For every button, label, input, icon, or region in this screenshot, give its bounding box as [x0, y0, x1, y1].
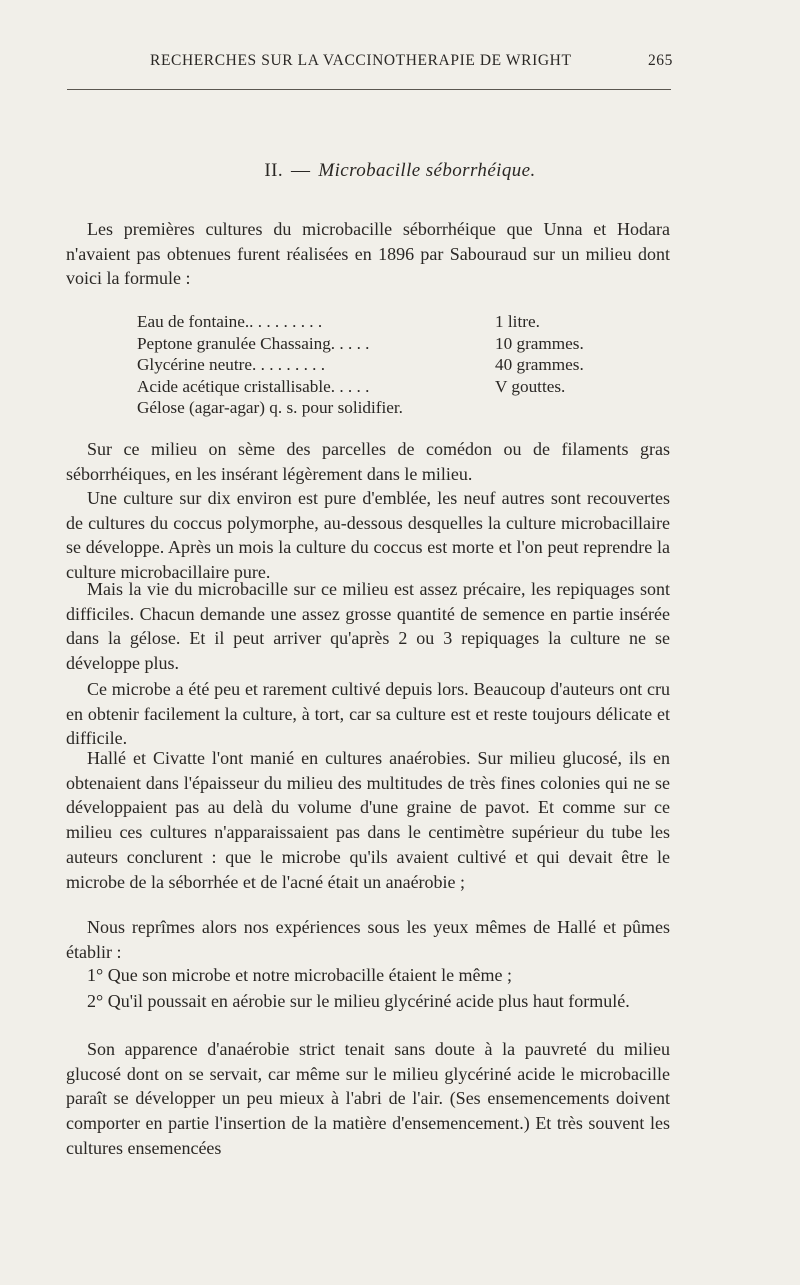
section-title: Microbacille séborrhéique. [318, 160, 536, 181]
body-paragraph: Son apparence d'anaérobie strict tenait sans doute à la pauvreté du milieu glucosé dont on se servait, car même sur le milieu glycériné acide le microbacille paraît se développer un peu mieux à l'abri de l'air. (Ses ensemencements doivent comporter en partie l'insertion de la matière d'ensemencement.) Et très souvent les cultures ensemencées [66, 1039, 670, 1158]
formula-ingredient: Eau de fontaine.. . . . . . . . . [137, 312, 323, 331]
formula-row [137, 333, 617, 355]
section-number: II. [264, 160, 283, 181]
formula-quantity: V gouttes. [495, 376, 566, 396]
formula-ingredient: Peptone granulée Chassaing. . . . . [137, 333, 370, 353]
formula-list [137, 311, 617, 419]
formula-row [137, 354, 617, 376]
formula-ingredient: Gélose (agar-agar) q. s. pour solidifier. [137, 398, 403, 418]
body-paragraph: Nous reprîmes alors nos expériences sous les yeux mêmes de Hallé et pûmes établir : [66, 917, 670, 962]
formula-row [137, 311, 617, 333]
body-paragraph: 1° Que son microbe et notre microbacille étaient le même ; [87, 965, 513, 985]
section-heading [0, 160, 800, 182]
body-paragraph: Sur ce milieu on sème des parcelles de comédon ou de filaments gras séborrhéiques, en les insérant légèrement dans le milieu. [66, 439, 670, 484]
body-paragraph: Ce microbe a été peu et rarement cultivé depuis lors. Beaucoup d'auteurs ont cru en obtenir facilement la culture, à tort, car sa culture est et reste toujours délicate et difficile. [66, 679, 670, 749]
running-header [67, 52, 671, 72]
formula-quantity: 10 grammes. [495, 333, 584, 353]
formula-row [137, 376, 617, 398]
intro-paragraph: Les premières cultures du microbacille séborrhéique que Unna et Hodara n'avaient pas obtenues furent réalisées en 1896 par Sabouraud sur un milieu dont voici la formule : [66, 219, 670, 289]
page-number: 265 [647, 52, 673, 69]
formula-quantity: 1 litre. [495, 312, 540, 331]
body-paragraph: Mais la vie du microbacille sur ce milieu est assez précaire, les repiquages sont difficiles. Chacun demande une assez grosse quantité de semence en partie insérée dans la gélose. Et il peut arriver qu'après 2 ou 3 repiquages la culture ne se développe plus. [66, 579, 670, 674]
header-rule [67, 89, 671, 90]
section-dash: — [290, 160, 311, 181]
formula-ingredient: Acide acétique cristallisable. . . . . [137, 376, 370, 396]
formula-row [137, 397, 617, 419]
body-paragraph: Une culture sur dix environ est pure d'emblée, les neuf autres sont recouvertes de cultures du coccus polymorphe, au-dessous desquelles la culture microbacillaire se développe. Après un mois la culture du coccus est morte et l'on peut reprendre la culture microbacillaire pure. [66, 488, 670, 583]
formula-quantity: 40 grammes. [495, 355, 584, 375]
body-paragraph: Hallé et Civatte l'ont manié en cultures anaérobies. Sur milieu glucosé, ils en obtenaient dans l'épaisseur du milieu des multitudes de très fines colonies qui ne se développaient pas au delà du volume d'une graine de pavot. Et comme sur ce milieu ces cultures n'apparaissaient pas dans le centimètre supérieur du tube les auteurs conclurent : que le microbe qu'ils avaient cultivé et qui devait être le microbe de la séborrhée et de l'acné était un anaérobie ; [66, 748, 670, 892]
running-title: RECHERCHES SUR LA VACCINOTHERAPIE DE WRIGHT [150, 52, 572, 69]
formula-ingredient: Glycérine neutre. . . . . . . . . [137, 355, 326, 375]
body-paragraph: 2° Qu'il poussait en aérobie sur le milieu glycériné acide plus haut formulé. [87, 991, 630, 1011]
